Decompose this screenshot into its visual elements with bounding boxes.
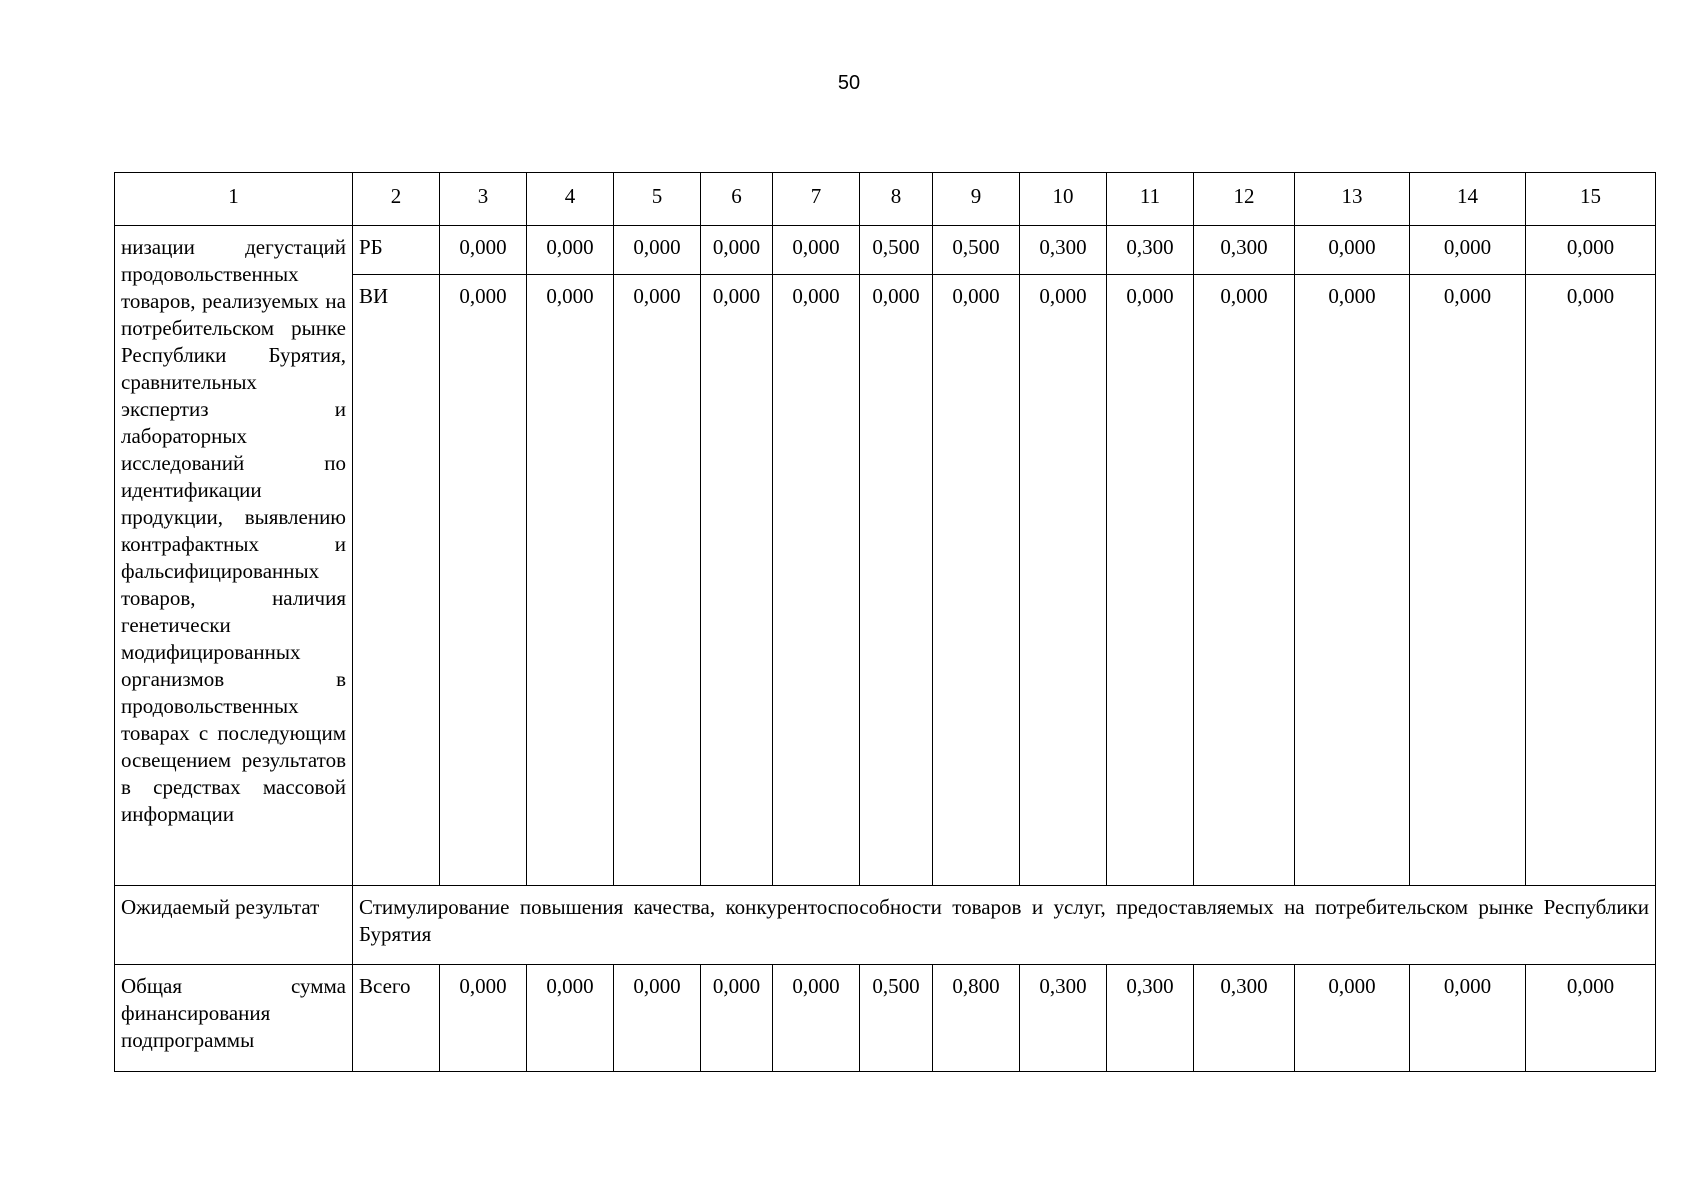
table-cell: 0,000	[614, 965, 701, 1072]
column-header: 12	[1194, 173, 1295, 226]
table-cell: 0,000	[1410, 275, 1526, 886]
table-cell: 0,500	[933, 226, 1020, 275]
table-cell: 0,000	[773, 965, 860, 1072]
table-cell: 0,000	[440, 275, 527, 886]
table-cell: 0,000	[1526, 965, 1656, 1072]
expected-result-row	[115, 886, 1656, 965]
table-cell: 0,800	[933, 965, 1020, 1072]
column-header: 14	[1410, 173, 1526, 226]
column-header: 5	[614, 173, 701, 226]
expected-result-label: Ожидаемый результат	[115, 886, 353, 965]
table-cell: 0,000	[701, 965, 773, 1072]
column-header: 9	[933, 173, 1020, 226]
table-cell: 0,000	[1295, 275, 1410, 886]
table-cell: 0,000	[701, 275, 773, 886]
column-number-row	[115, 173, 1656, 226]
column-header: 11	[1107, 173, 1194, 226]
table-cell: 0,000	[933, 275, 1020, 886]
funding-source: Всего	[353, 965, 440, 1072]
table-row	[115, 226, 1656, 275]
table-cell: 0,000	[1194, 275, 1295, 886]
table-cell: 0,000	[527, 965, 614, 1072]
table-cell: 0,000	[614, 275, 701, 886]
table-cell: 0,300	[1107, 965, 1194, 1072]
table-cell: 0,000	[860, 275, 933, 886]
column-header: 4	[527, 173, 614, 226]
financing-table	[114, 172, 1656, 1072]
table-cell: 0,000	[701, 226, 773, 275]
table-cell: 0,000	[1295, 226, 1410, 275]
table-cell: 0,000	[1020, 275, 1107, 886]
column-header: 2	[353, 173, 440, 226]
table-cell: 0,000	[1410, 965, 1526, 1072]
column-header: 13	[1295, 173, 1410, 226]
column-header: 6	[701, 173, 773, 226]
table-cell: 0,500	[860, 226, 933, 275]
column-header: 1	[115, 173, 353, 226]
table-cell: 0,000	[1107, 275, 1194, 886]
table-cell: 0,000	[440, 965, 527, 1072]
table-cell: 0,000	[527, 275, 614, 886]
table-cell: 0,000	[1295, 965, 1410, 1072]
table-cell: 0,000	[773, 226, 860, 275]
table-cell: 0,000	[1410, 226, 1526, 275]
table-cell: 0,300	[1107, 226, 1194, 275]
column-header: 8	[860, 173, 933, 226]
funding-source: РБ	[353, 226, 440, 275]
funding-source: ВИ	[353, 275, 440, 886]
column-header: 7	[773, 173, 860, 226]
page-number: 50	[837, 72, 861, 94]
table-cell: 0,300	[1194, 226, 1295, 275]
measure-description: низации дегустаций продовольственных товаров, реализуемых на потребительском рынке Республики Бурятия, сравнительных экспертиз и лабораторных исследований по идентификации продукции, выявлению контрафактных и фальсифицированных товаров, наличия генетически модифицированных организмов в продовольственных товарах с последующим освещением результатов в средствах массовой информации	[115, 226, 353, 886]
table-cell: 0,000	[440, 226, 527, 275]
table-cell: 0,000	[614, 226, 701, 275]
column-header: 10	[1020, 173, 1107, 226]
table-cell: 0,000	[1526, 275, 1656, 886]
table-cell: 0,500	[860, 965, 933, 1072]
total-label: Общая сумма финансирования подпрограммы	[115, 965, 353, 1072]
table-cell: 0,000	[773, 275, 860, 886]
table-cell: 0,000	[1526, 226, 1656, 275]
column-header: 15	[1526, 173, 1656, 226]
column-header: 3	[440, 173, 527, 226]
table-cell: 0,300	[1194, 965, 1295, 1072]
table-cell: 0,300	[1020, 965, 1107, 1072]
total-row	[115, 965, 1656, 1072]
expected-result-text: Стимулирование повышения качества, конкурентоспособности товаров и услуг, предоставляемых на потребительском рынке Республики Бурятия	[353, 886, 1656, 965]
table-cell: 0,300	[1020, 226, 1107, 275]
table-cell: 0,000	[527, 226, 614, 275]
